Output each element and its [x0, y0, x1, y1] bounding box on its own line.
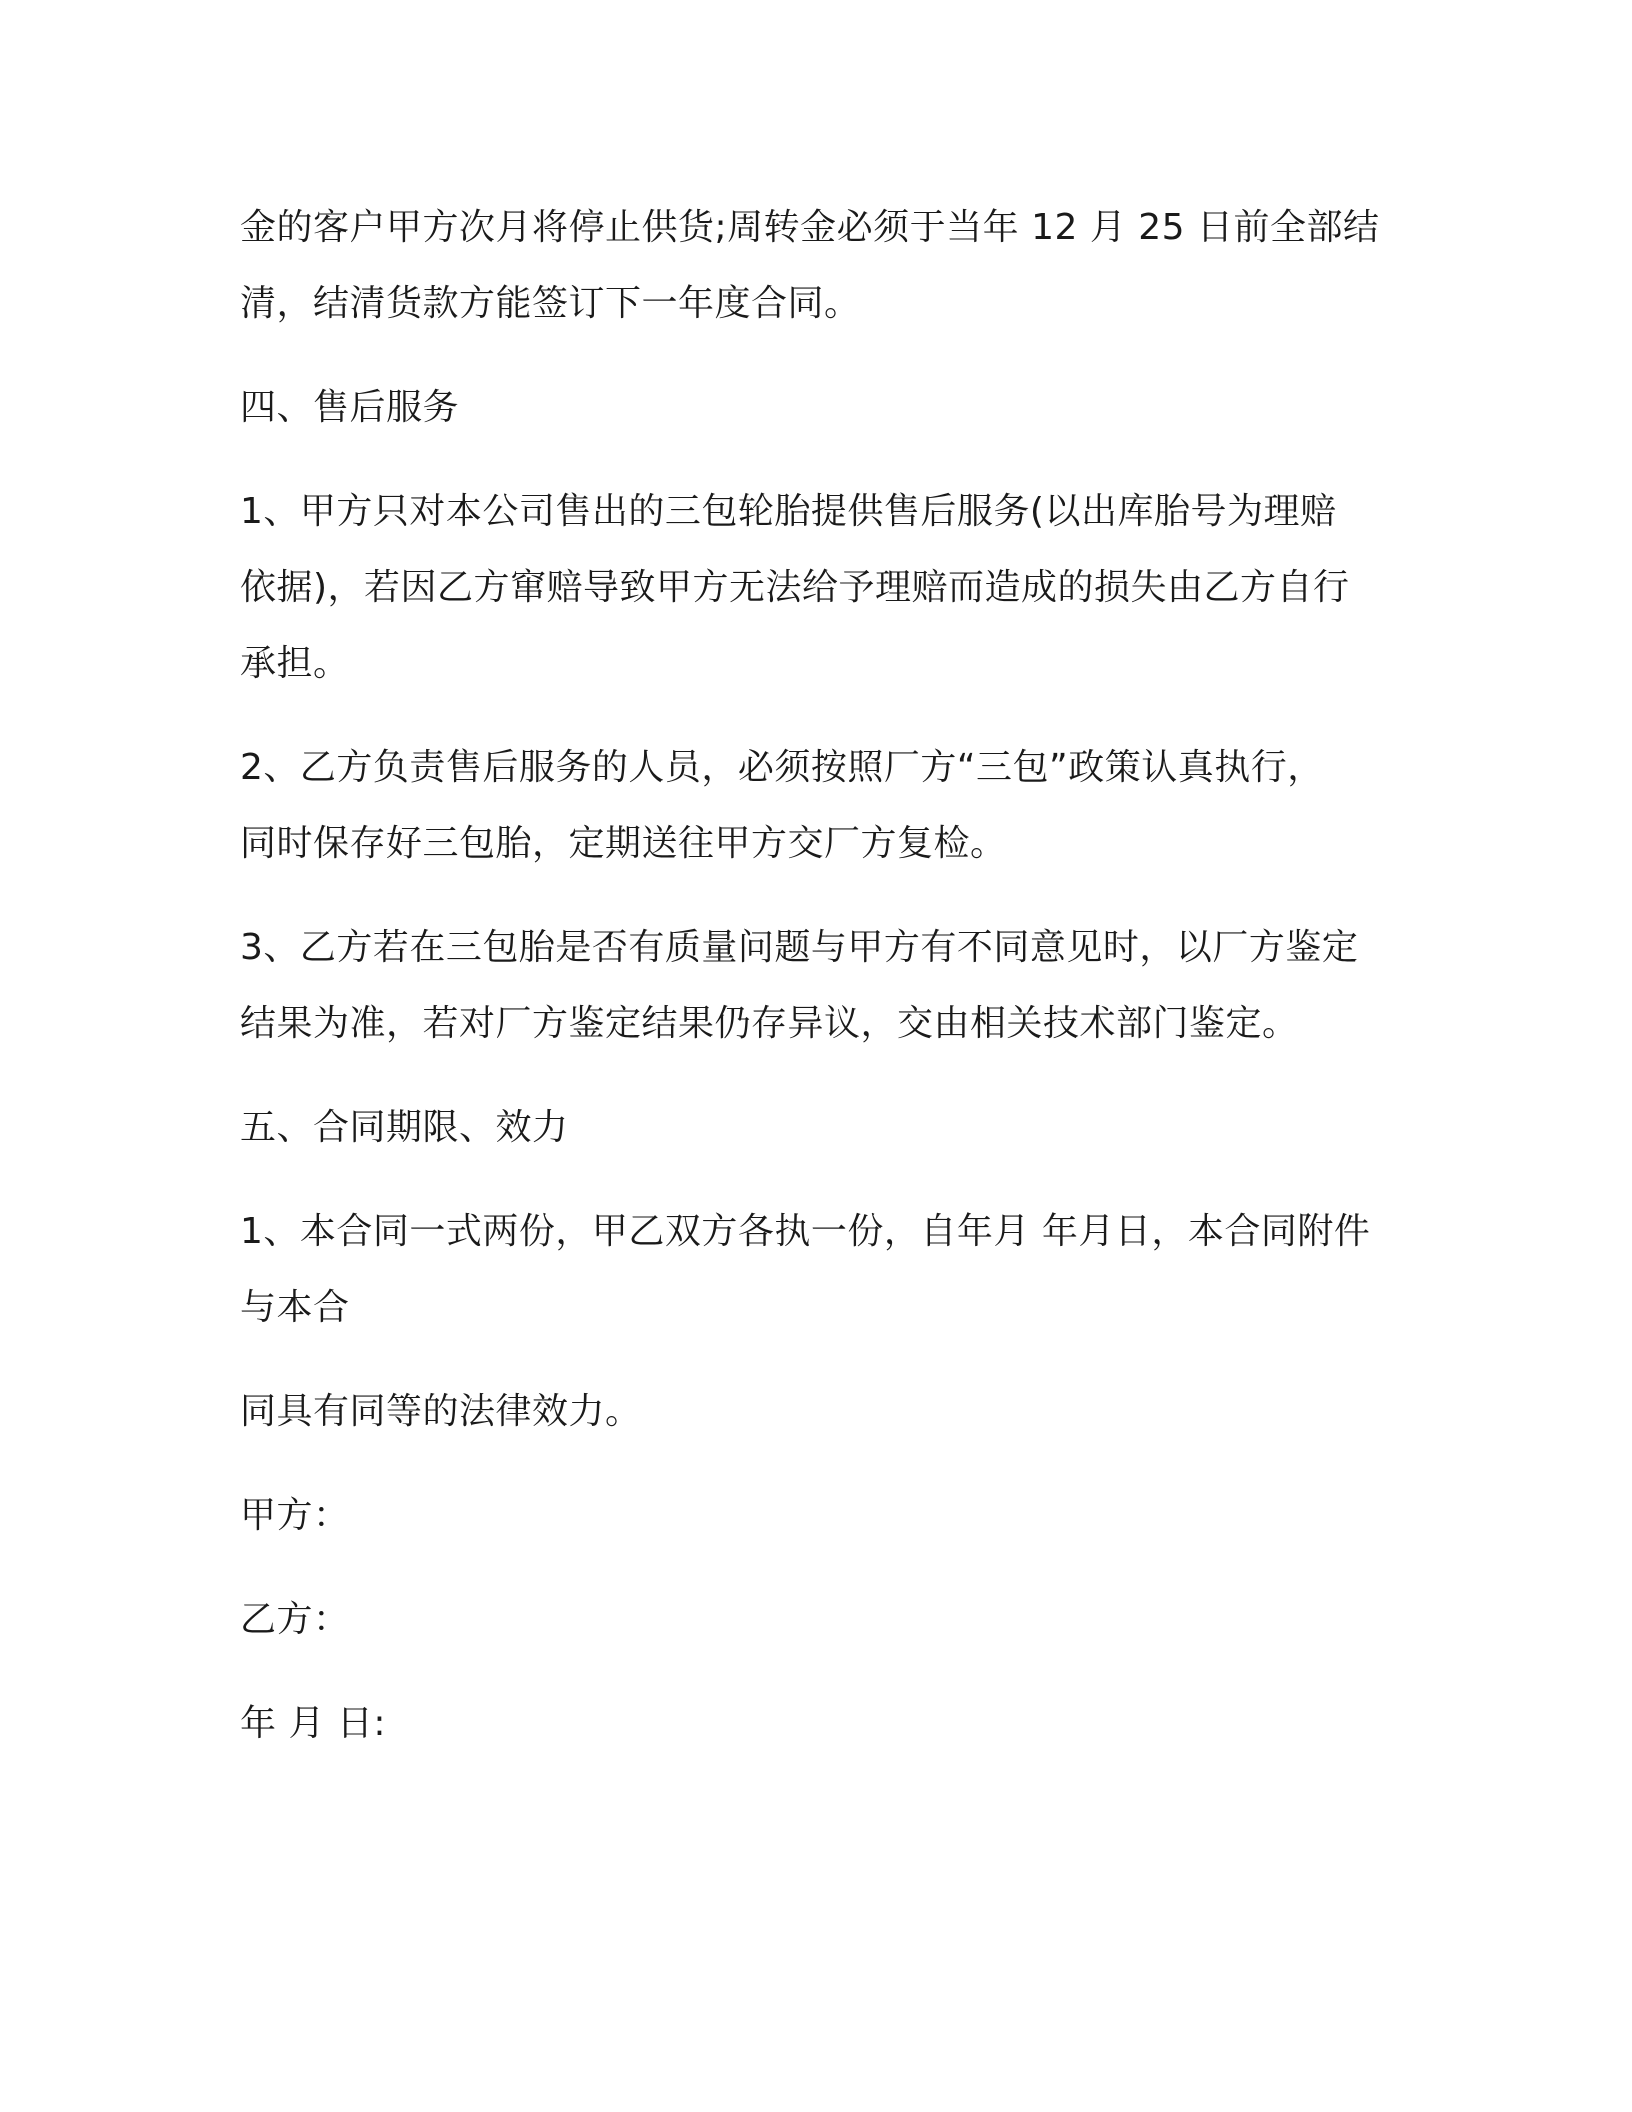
heading-text: 五、合同期限、效力	[240, 1107, 569, 1148]
text-line: 同具有同等的法律效力。	[240, 1391, 642, 1432]
text-line: 2、乙方负责售后服务的人员，必须按照厂方“三包”政策认真执行，	[240, 747, 1324, 788]
clause-1-after-sales	[240, 474, 1400, 702]
text-line: 与本合	[240, 1287, 350, 1328]
clause-3-after-sales	[240, 910, 1400, 1062]
text-line: 结果为准，若对厂方鉴定结果仍存异议，交由相关技术部门鉴定。	[240, 1003, 1299, 1044]
text-line: 依据)，若因乙方窜赔导致甲方无法给予理赔而造成的损失由乙方自行	[240, 567, 1350, 608]
clause-2-after-sales	[240, 730, 1400, 882]
text-line: 1、甲方只对本公司售出的三包轮胎提供售后服务(以出库胎号为理赔	[240, 491, 1337, 532]
clause-1-term	[240, 1194, 1400, 1346]
text-line: 同时保存好三包胎，定期送往甲方交厂方复检。	[240, 823, 1007, 864]
document-body	[240, 190, 1400, 1790]
date-label: 年 月 日:	[240, 1703, 387, 1744]
text-line: 1、本合同一式两份，甲乙双方各执一份，自年月 年月日，本合同附件	[240, 1211, 1371, 1252]
text-line: 3、乙方若在三包胎是否有质量问题与甲方有不同意见时，以厂方鉴定	[240, 927, 1359, 968]
text-line: 清，结清货款方能签订下一年度合同。	[240, 283, 861, 324]
text-line: 承担。	[240, 643, 350, 684]
clause-1-term-continued	[240, 1374, 1400, 1450]
signature-date	[240, 1686, 1400, 1762]
signature-party-a	[240, 1478, 1400, 1554]
text-line: 金的客户甲方次月将停止供货;周转金必须于当年 12 月 25 日前全部结	[240, 207, 1380, 248]
party-a-label: 甲方：	[240, 1495, 350, 1536]
heading-text: 四、售后服务	[240, 387, 460, 428]
party-b-label: 乙方：	[240, 1599, 350, 1640]
section-heading-term-validity	[240, 1090, 1400, 1166]
section-heading-after-sales	[240, 370, 1400, 446]
paragraph-payment-terms	[240, 190, 1400, 342]
signature-party-b	[240, 1582, 1400, 1658]
